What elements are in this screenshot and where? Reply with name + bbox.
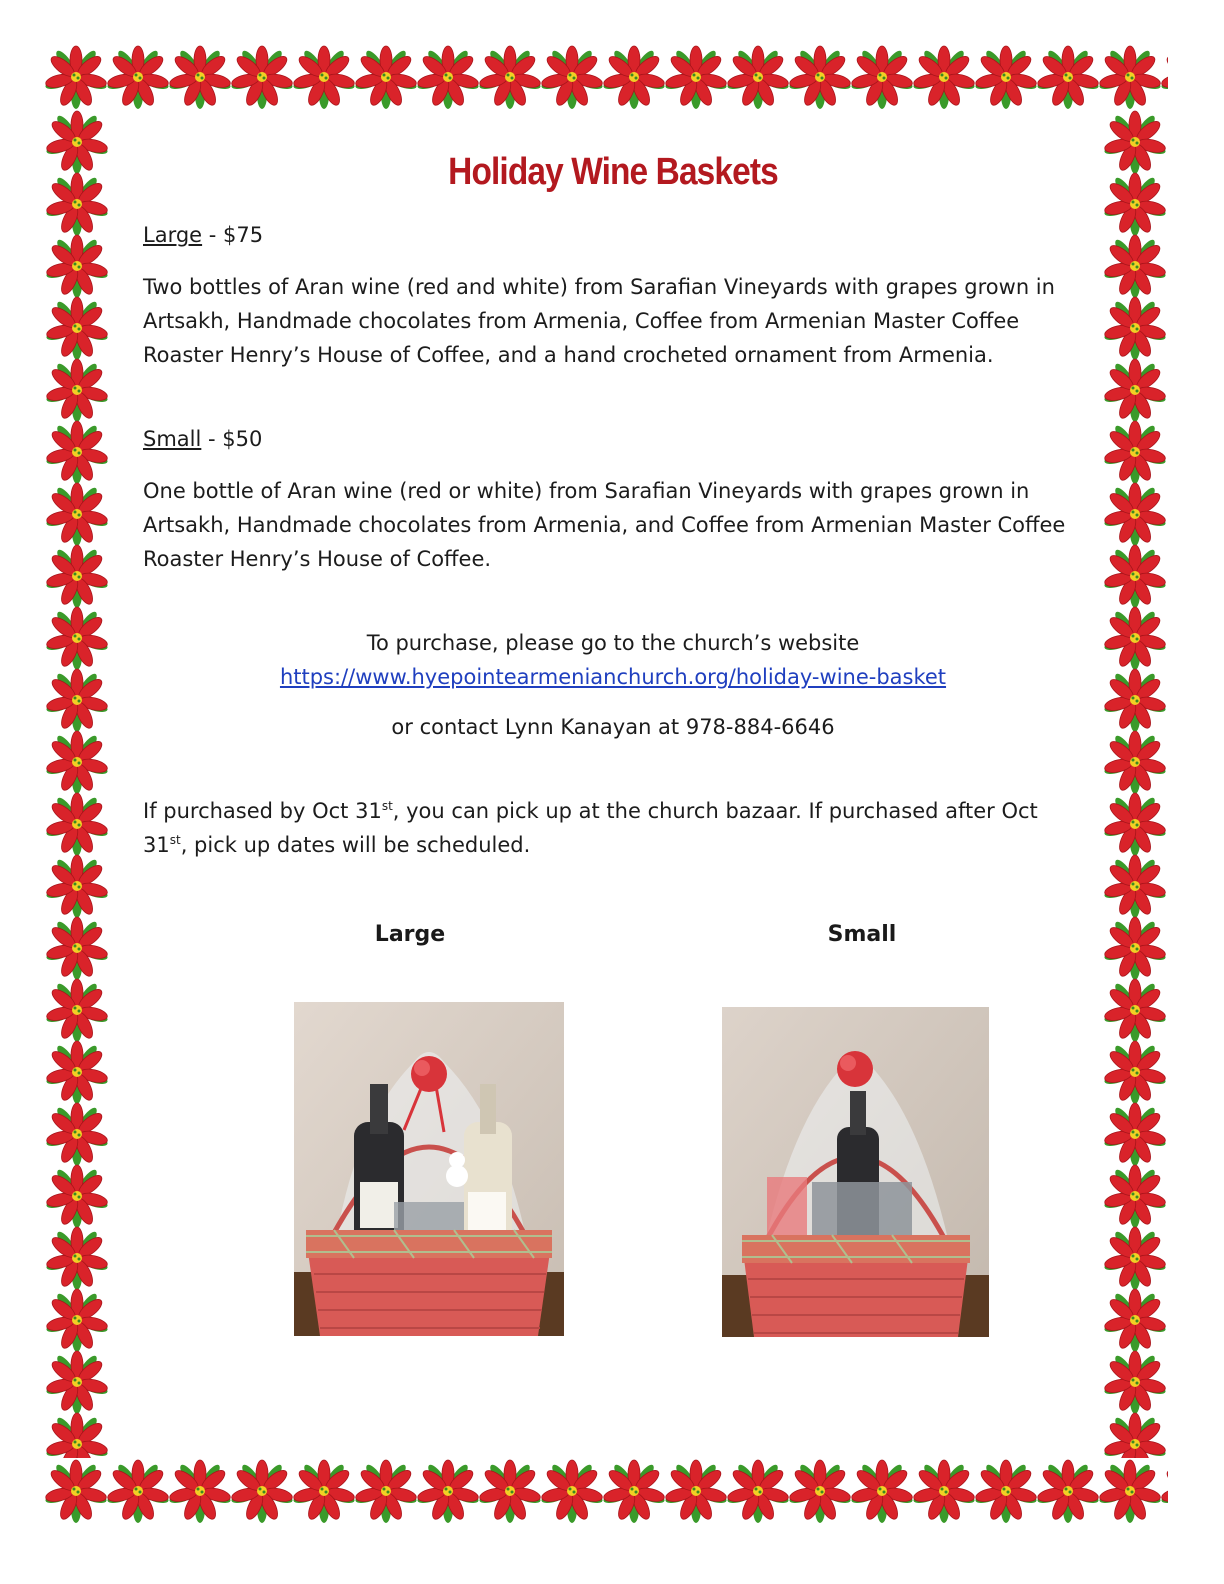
poinsettia-icon xyxy=(1103,234,1167,298)
poinsettia-icon xyxy=(45,792,109,856)
poinsettia-icon xyxy=(1103,420,1167,484)
poinsettia-icon xyxy=(416,45,480,109)
border-bottom xyxy=(44,1458,1168,1524)
poinsettia-icon xyxy=(602,1459,666,1523)
poinsettia-icon xyxy=(1103,606,1167,670)
poinsettia-icon xyxy=(45,1350,109,1414)
poinsettia-icon xyxy=(45,916,109,980)
border-top xyxy=(44,44,1168,110)
poinsettia-icon xyxy=(230,45,294,109)
small-price: - $50 xyxy=(201,427,263,451)
poinsettia-icon xyxy=(416,1459,480,1523)
poinsettia-icon xyxy=(1103,854,1167,918)
poinsettia-icon xyxy=(1103,1164,1167,1228)
poinsettia-icon xyxy=(45,110,109,174)
poinsettia-icon xyxy=(1103,296,1167,360)
poinsettia-icon xyxy=(354,45,418,109)
poinsettia-icon xyxy=(1098,45,1162,109)
poinsettia-icon xyxy=(45,606,109,670)
poinsettia-icon xyxy=(912,1459,976,1523)
poinsettia-icon xyxy=(912,45,976,109)
poinsettia-icon xyxy=(45,234,109,298)
poinsettia-icon xyxy=(45,420,109,484)
poinsettia-icon xyxy=(1103,1350,1167,1414)
poinsettia-icon xyxy=(292,1459,356,1523)
poinsettia-icon xyxy=(974,45,1038,109)
poinsettia-icon xyxy=(45,1040,109,1104)
poinsettia-icon xyxy=(850,45,914,109)
website-link[interactable]: https://www.hyepointearmenianchurch.org/holiday-wine-basket xyxy=(279,665,947,689)
poinsettia-icon xyxy=(788,45,852,109)
poinsettia-icon xyxy=(45,482,109,546)
poinsettia-icon xyxy=(1103,172,1167,236)
poinsettia-icon xyxy=(106,45,170,109)
flyer-content xyxy=(143,140,1083,862)
poinsettia-icon xyxy=(1103,1226,1167,1290)
poinsettia-icon xyxy=(45,1102,109,1166)
poinsettia-icon xyxy=(602,45,666,109)
poinsettia-icon xyxy=(106,1459,170,1523)
poinsettia-icon xyxy=(354,1459,418,1523)
poinsettia-icon xyxy=(1036,45,1100,109)
small-photo-label: Small xyxy=(827,922,897,947)
poinsettia-icon xyxy=(1160,45,1168,109)
small-price-line xyxy=(143,422,1083,456)
poinsettia-icon xyxy=(45,1226,109,1290)
poinsettia-icon xyxy=(1036,1459,1100,1523)
poinsettia-icon xyxy=(45,358,109,422)
large-basket-photo xyxy=(294,1002,564,1336)
poinsettia-icon xyxy=(1160,1459,1168,1523)
poinsettia-icon xyxy=(1103,792,1167,856)
poinsettia-icon xyxy=(45,730,109,794)
poinsettia-icon xyxy=(45,172,109,236)
contact-line: or contact Lynn Kanayan at 978-884-6646 xyxy=(391,715,835,739)
poinsettia-icon xyxy=(664,1459,728,1523)
poinsettia-icon xyxy=(540,45,604,109)
poinsettia-icon xyxy=(292,45,356,109)
poinsettia-icon xyxy=(478,45,542,109)
poinsettia-icon xyxy=(45,978,109,1042)
border-right xyxy=(1102,110,1168,1458)
large-description: Two bottles of Aran wine (red and white) from Sarafian Vineyards with grapes grown in Artsakh, Handmade chocolates from Armenia, Coffee from Armenian Master Coffee Roaster Henry’s House of Coffee, and a hand crocheted ornament from Armenia. xyxy=(143,275,1055,367)
poinsettia-icon xyxy=(45,854,109,918)
poinsettia-icon xyxy=(850,1459,914,1523)
poinsettia-icon xyxy=(45,668,109,732)
large-price: - $75 xyxy=(202,223,264,247)
purchase-intro: To purchase, please go to the church’s website xyxy=(366,631,860,655)
poinsettia-icon xyxy=(1103,730,1167,794)
poinsettia-icon xyxy=(45,544,109,608)
poinsettia-icon xyxy=(664,45,728,109)
poinsettia-icon xyxy=(230,1459,294,1523)
poinsettia-icon xyxy=(168,45,232,109)
poinsettia-icon xyxy=(1103,544,1167,608)
poinsettia-icon xyxy=(478,1459,542,1523)
border-left xyxy=(44,110,110,1458)
page-title: Holiday Wine Baskets xyxy=(448,151,778,193)
poinsettia-icon xyxy=(1103,1040,1167,1104)
large-size-label: Large xyxy=(143,223,203,247)
poinsettia-icon xyxy=(540,1459,604,1523)
poinsettia-icon xyxy=(168,1459,232,1523)
small-basket-photo xyxy=(722,1007,989,1337)
poinsettia-icon xyxy=(1103,668,1167,732)
poinsettia-icon xyxy=(45,1288,109,1352)
large-photo-label: Large xyxy=(374,922,446,947)
large-price-line xyxy=(143,218,1083,252)
poinsettia-icon xyxy=(1098,1459,1162,1523)
poinsettia-icon xyxy=(1103,1102,1167,1166)
poinsettia-icon xyxy=(45,1412,109,1458)
small-size-label: Small xyxy=(143,427,202,451)
poinsettia-icon xyxy=(726,45,790,109)
poinsettia-icon xyxy=(1103,916,1167,980)
poinsettia-icon xyxy=(44,1459,108,1523)
poinsettia-icon xyxy=(1103,1412,1167,1458)
poinsettia-icon xyxy=(1103,482,1167,546)
pickup-note: If purchased by Oct 31st, you can pick up at the church bazaar. If purchased after Oct 31st, pick up dates will be scheduled. xyxy=(143,799,1038,857)
poinsettia-icon xyxy=(45,1164,109,1228)
poinsettia-icon xyxy=(45,296,109,360)
poinsettia-icon xyxy=(788,1459,852,1523)
poinsettia-icon xyxy=(1103,1288,1167,1352)
poinsettia-icon xyxy=(1103,358,1167,422)
poinsettia-icon xyxy=(1103,978,1167,1042)
poinsettia-icon xyxy=(726,1459,790,1523)
small-description: One bottle of Aran wine (red or white) from Sarafian Vineyards with grapes grown in Artsakh, Handmade chocolates from Armenia, and Coffee from Armenian Master Coffee Roaster Henry’s House of Coffee. xyxy=(143,479,1066,571)
poinsettia-icon xyxy=(1103,110,1167,174)
poinsettia-icon xyxy=(974,1459,1038,1523)
poinsettia-icon xyxy=(44,45,108,109)
